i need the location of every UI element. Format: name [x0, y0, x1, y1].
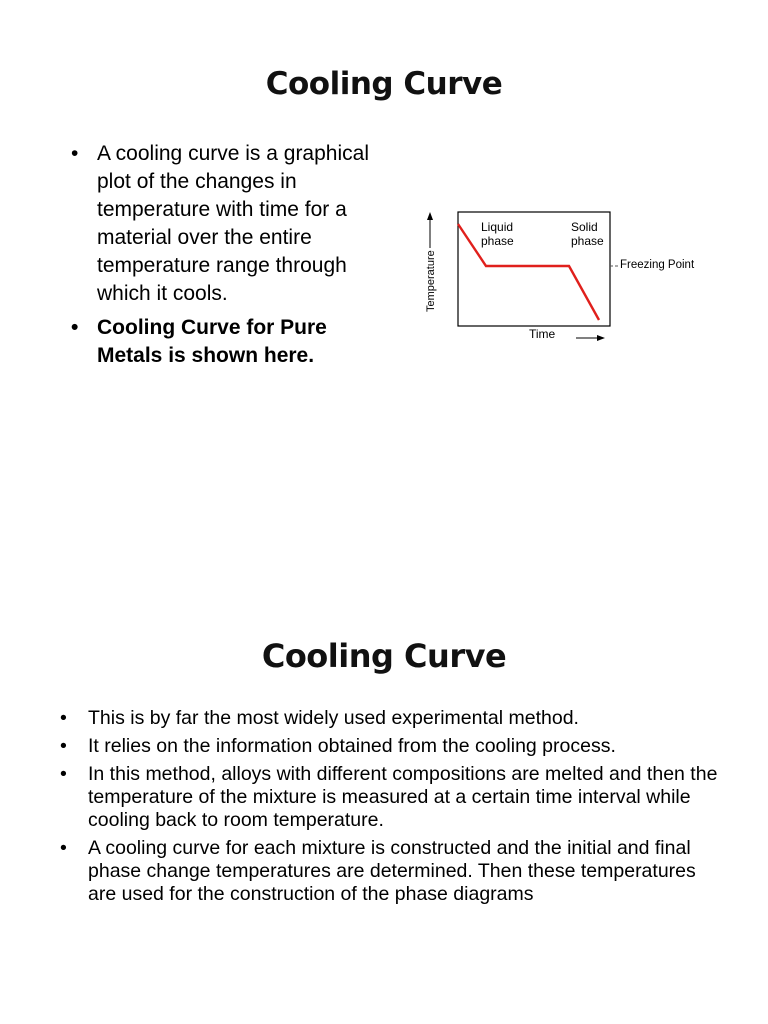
- cooling-curve-svg: [418, 200, 748, 360]
- y-axis-arrowhead-icon: [427, 212, 433, 220]
- bullet-dot-icon: •: [60, 735, 67, 757]
- liquid-phase-label-line2: phase: [481, 234, 514, 248]
- list-item: [71, 140, 397, 308]
- bullet-dot-icon: •: [60, 763, 67, 785]
- slide-2: [0, 512, 768, 1024]
- bullet-dot-icon: •: [60, 707, 67, 729]
- list-item: [60, 735, 728, 758]
- solid-phase-label-line2: phase: [571, 234, 604, 248]
- slide-1-bullet-list: [71, 140, 397, 376]
- bullet-text: A cooling curve for each mixture is constructed and the initial and final phase change temperatures are determined. Then these temperatures are used for the construction of the phase diagrams: [88, 837, 696, 905]
- list-item: [60, 837, 728, 906]
- bullet-text: Cooling Curve for Pure Metals is shown here.: [97, 316, 327, 367]
- x-axis-arrowhead-icon: [597, 335, 605, 341]
- bullet-text: This is by far the most widely used experimental method.: [88, 707, 579, 729]
- y-axis-label: Temperature: [425, 250, 437, 312]
- list-item: [71, 314, 397, 370]
- slide-1-title: Cooling Curve: [265, 66, 503, 102]
- bullet-text: A cooling curve is a graphical plot of the changes in temperature with time for a material over the entire temperature range through which it cools.: [97, 142, 369, 305]
- bullet-dot-icon: •: [71, 316, 79, 339]
- cooling-curve-diagram: [418, 200, 748, 360]
- bullet-dot-icon: •: [60, 837, 67, 859]
- bullet-text: It relies on the information obtained from the cooling process.: [88, 735, 616, 757]
- freezing-point-label: Freezing Point: [620, 259, 695, 271]
- solid-phase-label-line1: Solid: [571, 220, 598, 234]
- list-item: [60, 707, 728, 730]
- x-axis-label: Time: [529, 327, 556, 341]
- liquid-phase-label-line1: Liquid: [481, 220, 514, 234]
- slide-2-bullet-list: [60, 707, 728, 911]
- bullet-dot-icon: •: [71, 142, 79, 165]
- list-item: [60, 763, 728, 832]
- bullet-text: In this method, alloys with different compositions are melted and then the temperature of the mixture is measured at a certain time interval while cooling back to room temperature.: [88, 763, 718, 831]
- slide-2-title: Cooling Curve: [261, 637, 507, 675]
